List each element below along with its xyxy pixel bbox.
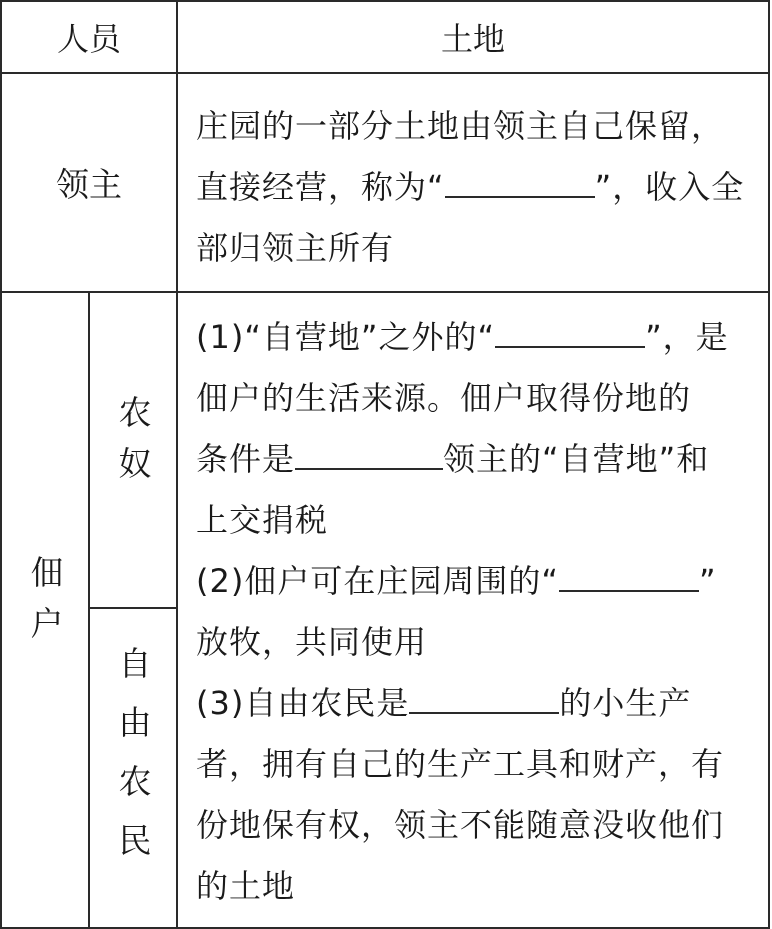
text-line: 的土地 [196,867,296,905]
serf-row [1,292,769,608]
text-line: (2)佃户可在庄园周围的“ ” [196,551,750,612]
role-lord: 领主 [1,73,177,292]
header-land: 土地 [177,1,769,73]
role-serf [89,292,177,608]
fill-blank[interactable] [495,314,645,348]
fill-blank[interactable] [559,558,699,592]
fill-blank[interactable] [409,680,559,714]
header-row [1,1,769,73]
text-line: (3)自由农民是 的小生产 [196,673,750,734]
text-line: 份地保有权，领主不能随意没收他们 [196,806,725,844]
text-line: 直接经营，称为“ ”，收入全 [196,157,750,218]
text-line: 者，拥有自己的生产工具和财产，有 [196,745,725,783]
text-line: 上交捐税 [196,501,329,539]
role-freeman-label: 自由农民 [113,646,153,883]
text-line: 条件是 领主的“自营地”和 [196,429,750,490]
role-tenant [1,292,89,928]
text-line: 放牧，共同使用 [196,623,428,661]
role-serf-label: 农奴 [113,395,153,498]
header-people: 人员 [1,1,177,73]
fill-blank[interactable] [445,164,595,198]
fill-blank[interactable] [295,436,443,470]
text-line: 庄园的一部分土地由领主自己保留， [196,107,725,145]
text-line: 部归领主所有 [196,229,395,267]
role-freeman [89,608,177,928]
lord-land-text [177,73,769,292]
lord-row [1,73,769,292]
role-tenant-label: 佃户 [25,555,65,657]
tenant-land-text [177,292,769,928]
text-line: 佃户的生活来源。佃户取得份地的 [196,379,692,417]
text-line: (1)“自营地”之外的“ ”，是 [196,307,750,368]
